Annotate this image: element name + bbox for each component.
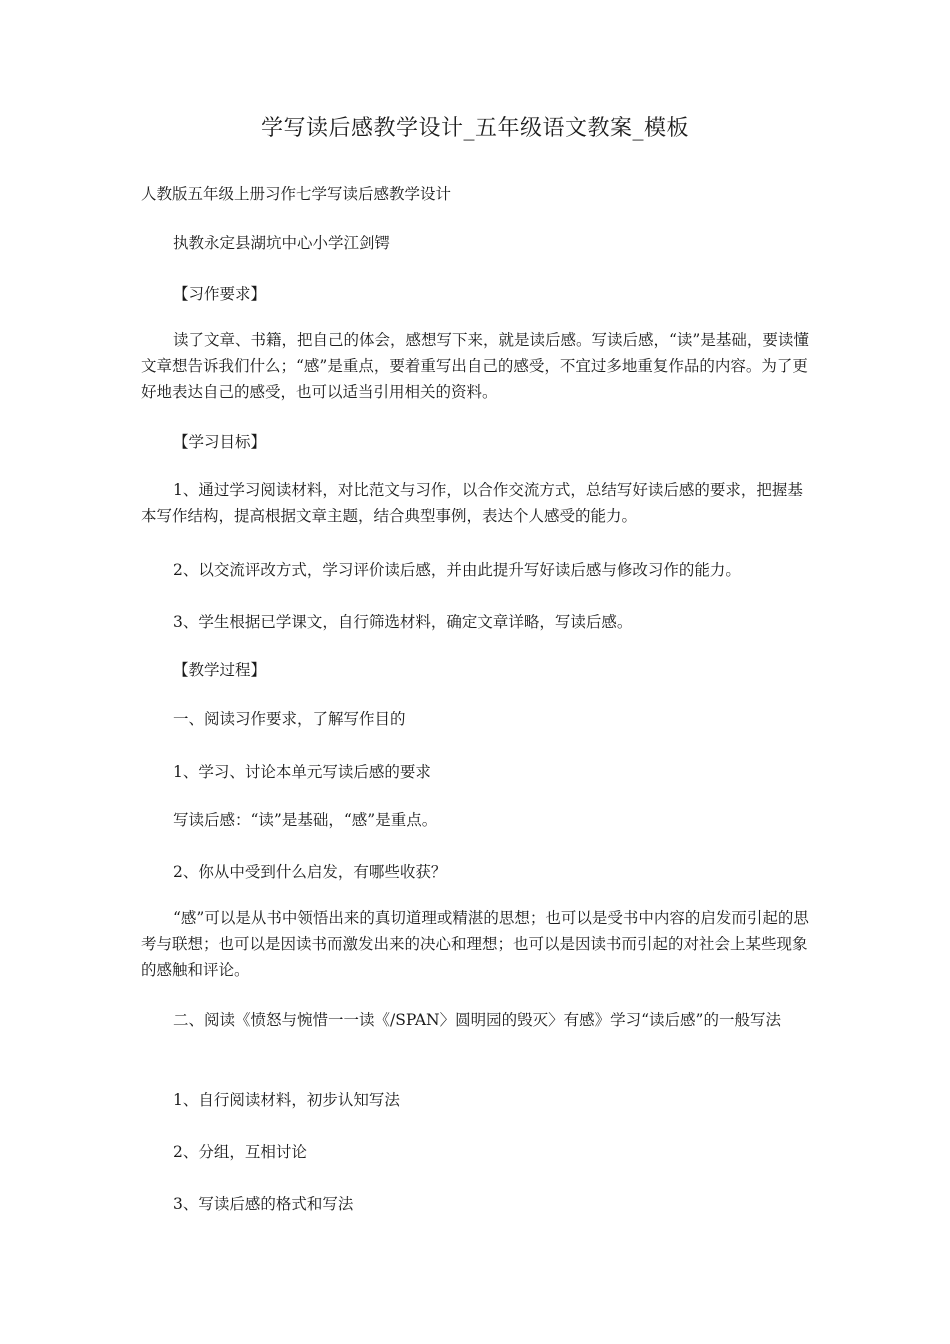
- process-step-1-2-paragraph: “感”可以是从书中领悟出来的真切道理或精湛的思想；也可以是受书中内容的启发而引起的思考与联想；也可以是因读书而激发出来的决心和理想；也可以是因读书而引起的对社会上某些现象的感触和评论。: [141, 909, 809, 979]
- goal-item-3: 3、学生根据已学课文，自行筛选材料，确定文章详略，写读后感。: [173, 613, 633, 631]
- section-heading-requirements: 【习作要求】: [173, 285, 267, 303]
- author-line: 执教永定县湖坑中心小学江剑锷: [173, 234, 391, 252]
- goal-item-2: 2、以交流评改方式，学习评价读后感，并由此提升写好读后感与修改习作的能力。: [173, 561, 741, 579]
- goal-item-1: 1、通过学习阅读材料，对比范文与习作，以合作交流方式，总结写好读后感的要求，把握基本写作结构，提高根据文章主题，结合典型事例，表达个人感受的能力。: [141, 481, 803, 525]
- process-step-1-1: 1、学习、讨论本单元写读后感的要求: [173, 763, 431, 781]
- process-step-2-2: 2、分组，互相讨论: [173, 1143, 307, 1161]
- process-step-2-heading: 二、阅读《愤怒与惋惜一一读《/SPAN〉圆明园的毁灭〉有感》学习“读后感”的一般写法: [173, 1011, 781, 1029]
- process-step-2-3: 3、写读后感的格式和写法: [173, 1195, 354, 1213]
- document-title: 学写读后感教学设计_五年级语文教案_模板: [260, 116, 689, 141]
- process-step-2-1: 1、自行阅读材料，初步认知写法: [173, 1091, 400, 1109]
- process-step-1-heading: 一、阅读习作要求，了解写作目的: [173, 710, 406, 728]
- document-subtitle: 人教版五年级上册习作七学写读后感教学设计: [141, 185, 452, 203]
- section-heading-process: 【教学过程】: [173, 661, 267, 679]
- requirements-paragraph: 读了文章、书籍，把自己的体会，感想写下来，就是读后感。写读后感，“读”是基础，要读懂文章想告诉我们什么；“感”是重点，要着重写出自己的感受，不宜过多地重复作品的内容。为了更好地表达自己的感受，也可以适当引用相关的资料。: [141, 331, 809, 401]
- section-heading-goals: 【学习目标】: [173, 433, 267, 451]
- process-step-1-1-note: 写读后感：“读”是基础，“感”是重点。: [173, 811, 438, 829]
- process-step-1-2: 2、你从中受到什么启发，有哪些收获？: [173, 863, 447, 881]
